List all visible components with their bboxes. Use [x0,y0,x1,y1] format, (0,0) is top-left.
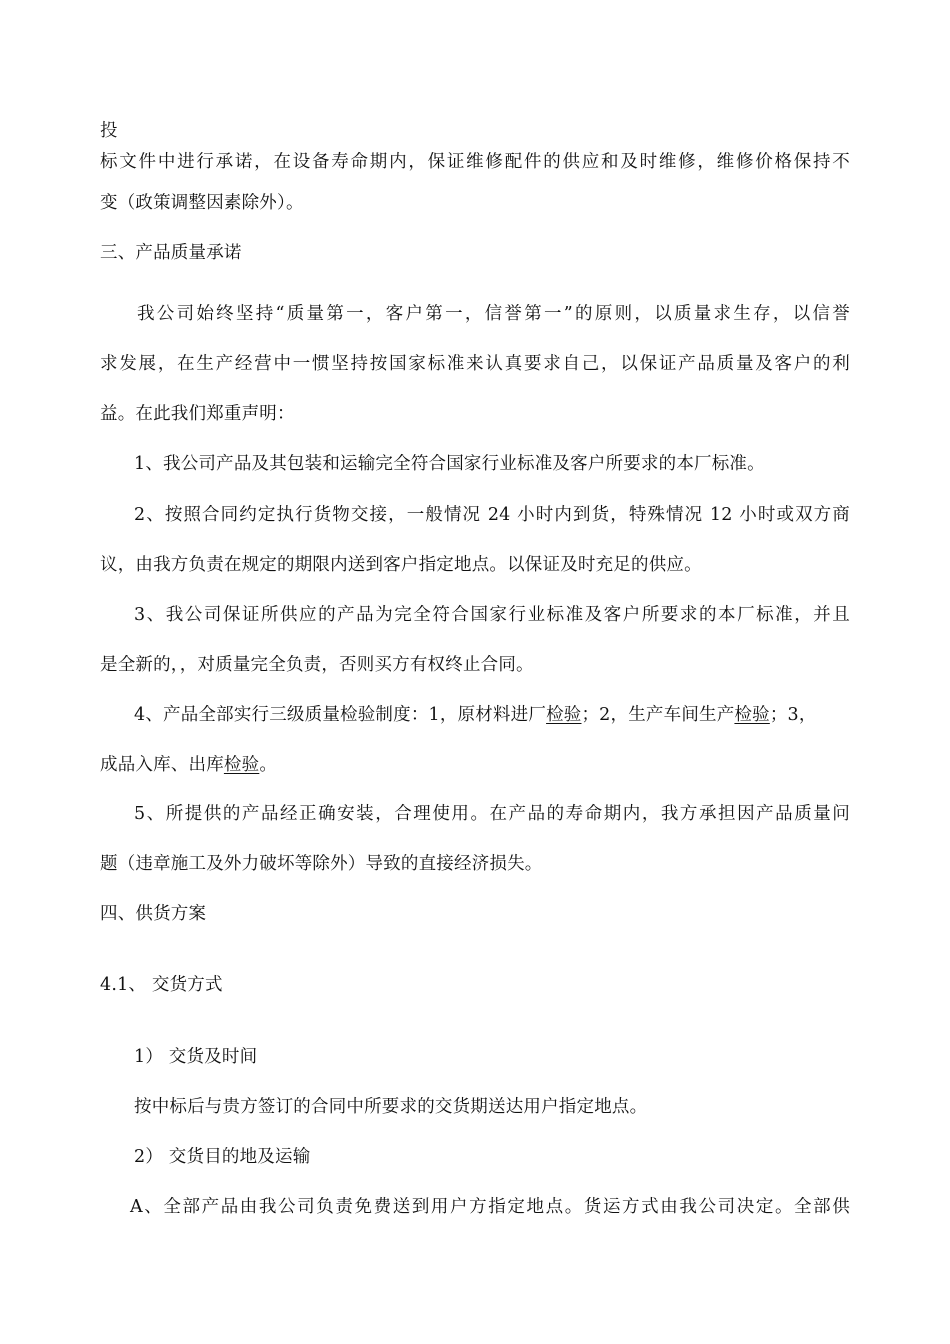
item4-text: 成品入库、出库 [100,755,224,775]
list-item [100,754,277,776]
section-heading: 三、产品质量承诺 [100,243,242,263]
subsection-heading: 4.1、 交货方式 [100,975,223,995]
item4-text: ；3， [769,705,817,725]
list-item [134,704,817,726]
inspection-link[interactable]: 检验 [546,705,582,725]
text-line: 变（政策调整因素除外）。 [100,193,304,213]
list-item: 1、我公司产品及其包装和运输完全符合国家行业标准及客户所要求的本厂标准。 [134,454,765,474]
text-line: 标文件中进行承诺，在设备寿命期内，保证维修配件的供应和及时维修，维修价格保持不 [100,152,850,172]
list-item: 是全新的，，对质量完全负责，否则买方有权终止合同。 [100,655,534,675]
list-item: 3、我公司保证所供应的产品为完全符合国家行业标准及客户所要求的本厂标准，并且 [134,605,850,625]
inspection-link[interactable]: 检验 [734,705,770,725]
paragraph-line: A、全部产品由我公司负责免费送到用户方指定地点。货运方式由我公司决定。全部供 [130,1197,850,1217]
list-item: 5、所提供的产品经正确安装，合理使用。在产品的寿命期内，我方承担因产品质量问 [134,804,850,824]
section-heading: 四、供货方案 [100,904,207,924]
item4-text: ；2，生产车间生产 [581,705,735,725]
list-item: 题（违章施工及外力破坏等除外）导致的直接经济损失。 [100,854,543,874]
paragraph-line: 我公司始终坚持“质量第一，客户第一，信誉第一”的原则，以质量求生存，以信誉 [137,304,850,324]
subsection-item: 2） 交货目的地及运输 [134,1147,311,1167]
paragraph-line: 求发展，在生产经营中一惯坚持按国家标准来认真要求自己，以保证产品质量及客户的利 [100,354,850,374]
item4-text: 4、产品全部实行三级质量检验制度：1，原材料进厂 [134,705,547,725]
subsection-item: 1） 交货及时间 [134,1047,258,1067]
list-item: 2、按照合同约定执行货物交接，一般情况 24 小时内到货，特殊情况 12 小时或双方商 [134,505,850,525]
list-item: 议，由我方负责在规定的期限内送到客户指定地点。以保证及时充足的供应。 [100,555,702,575]
paragraph-line: 益。在此我们郑重声明： [100,404,295,424]
paragraph-line: 按中标后与贵方签订的合同中所要求的交货期送达用户指定地点。 [134,1097,648,1117]
text-line: 投 [100,121,118,141]
item4-text: 。 [259,755,278,775]
inspection-link[interactable]: 检验 [223,755,260,775]
